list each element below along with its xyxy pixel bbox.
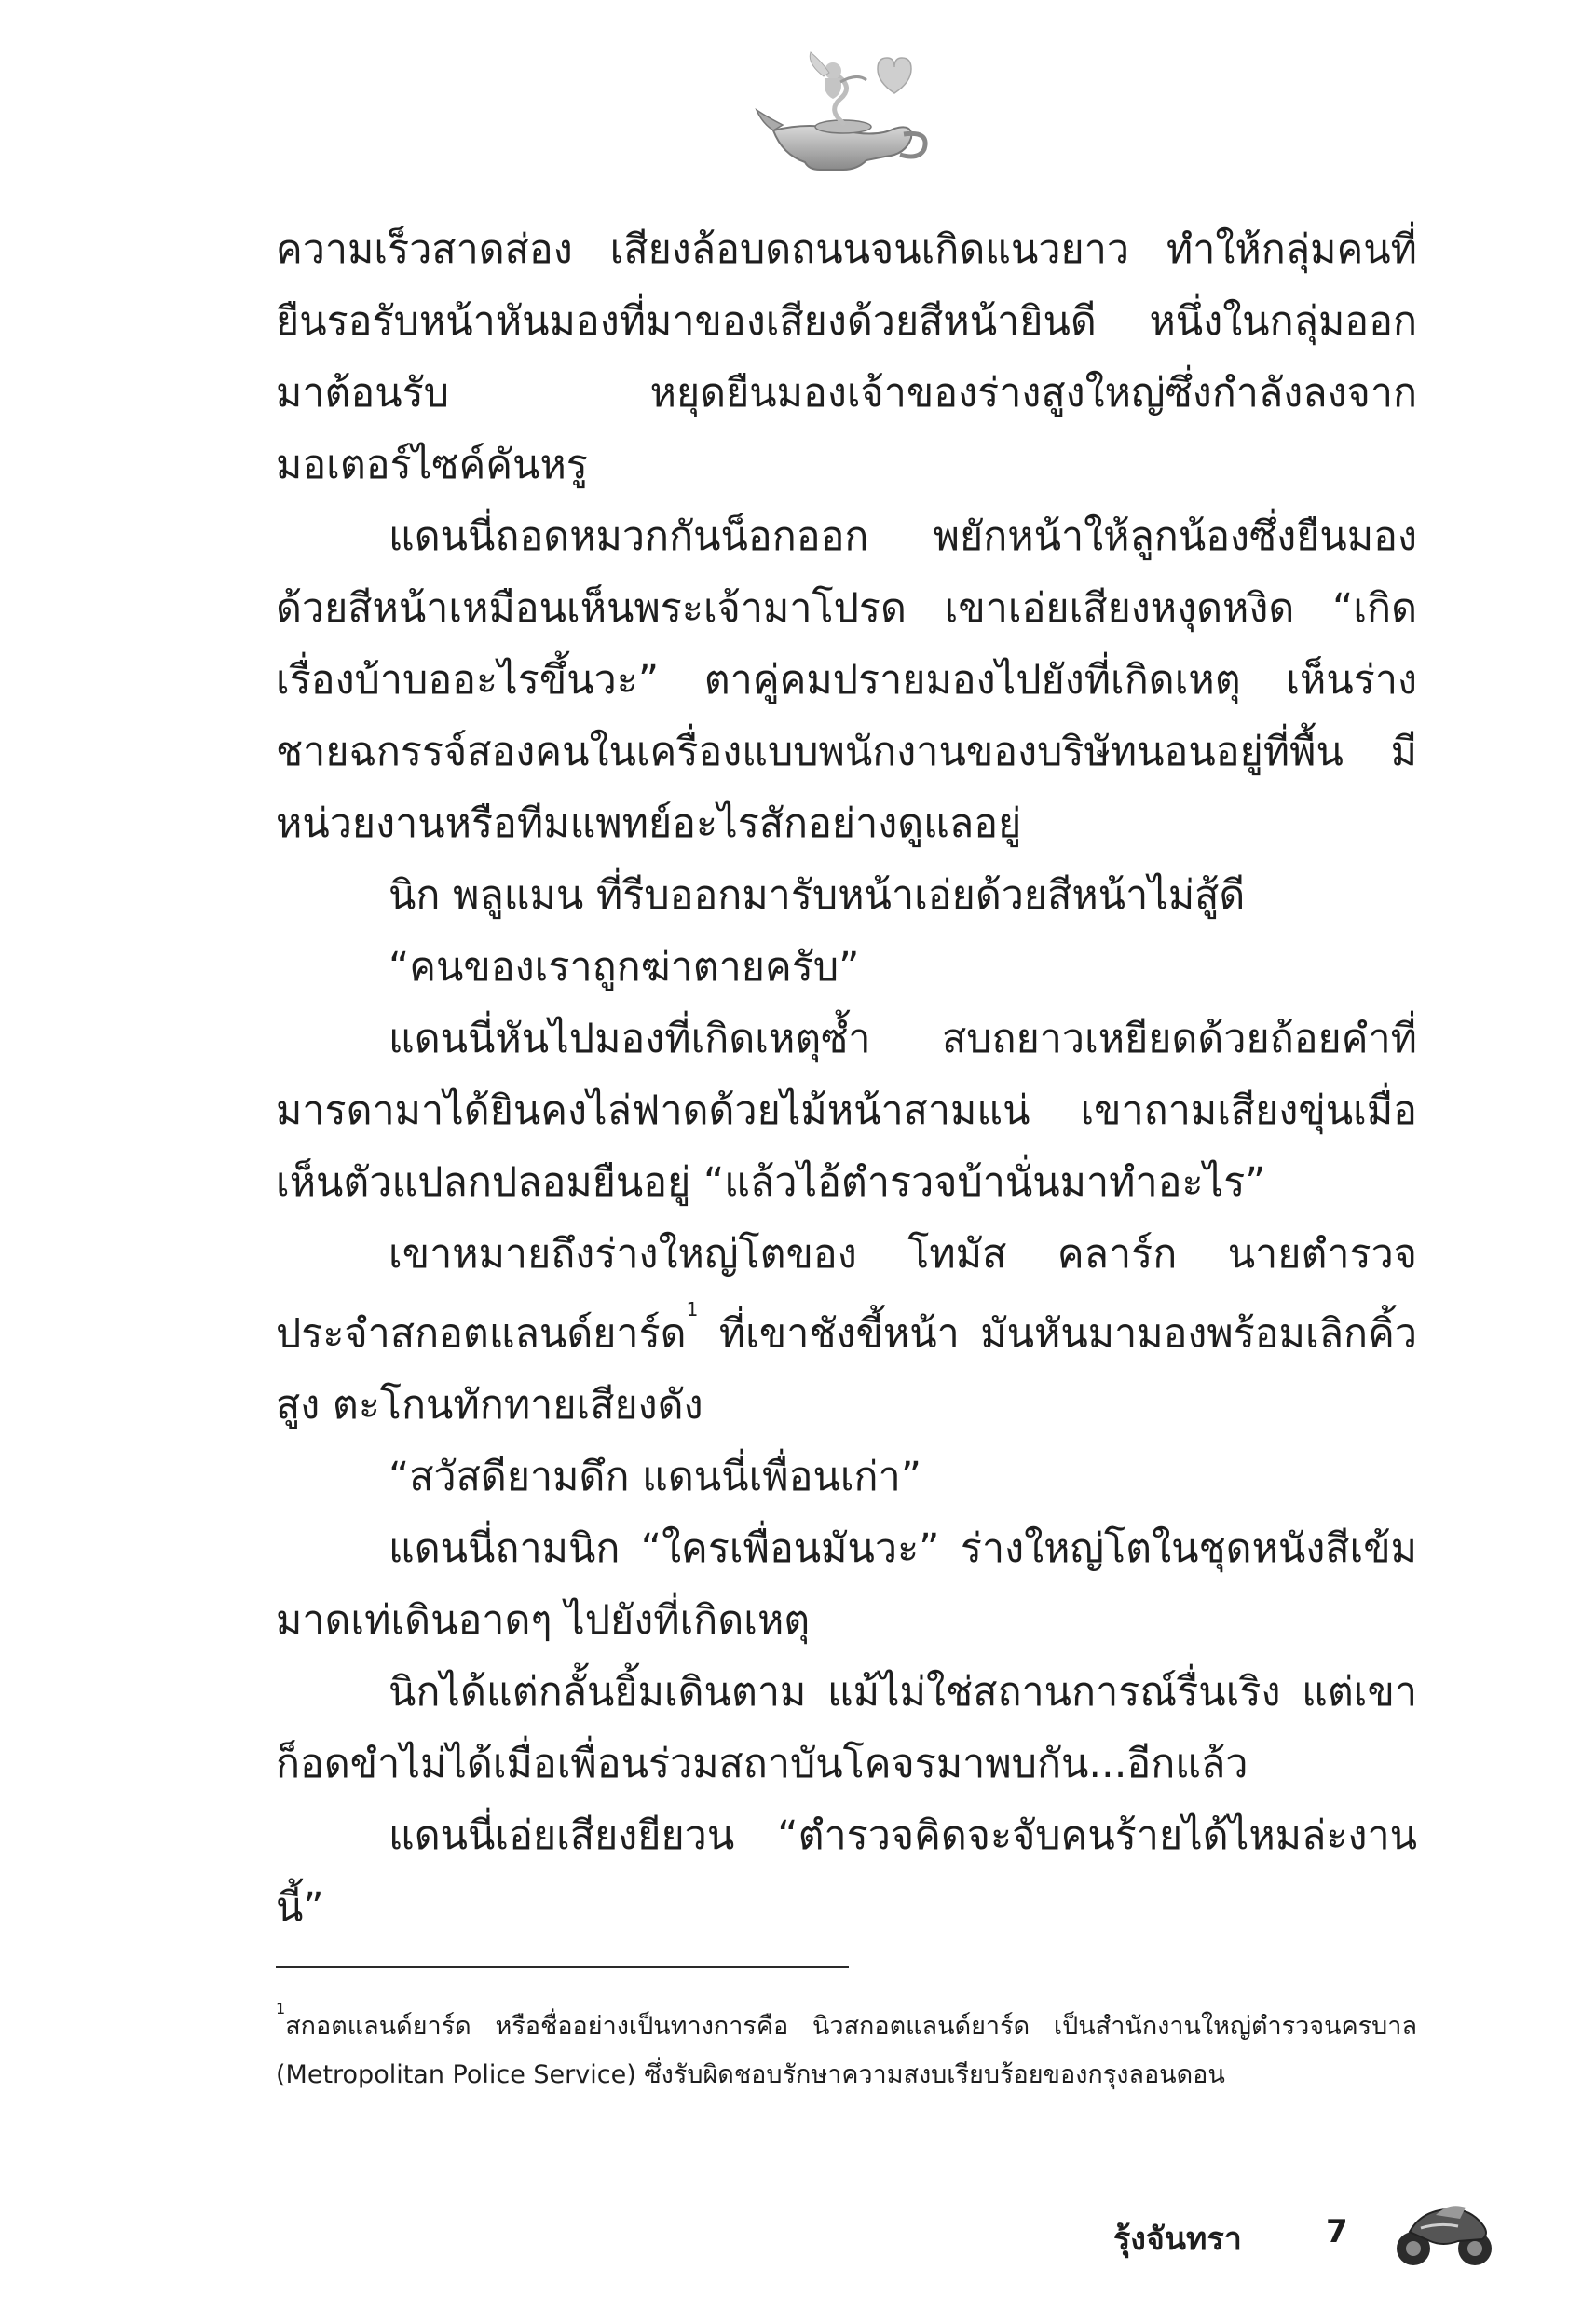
paragraph-1: [276, 214, 1417, 501]
paragraph-3: [276, 860, 1417, 932]
footnote-reference[interactable]: 1: [686, 1298, 699, 1320]
paragraph-1-text: ความเร็วสาดส่อง เสียงล้อบดถนนจนเกิดแนวยาว ทำให้กลุ่มคนที่ยืนรอรับหน้าหันมองที่มาของเสียงด้วยสีหน้ายินดี หนึ่งในกลุ่มออกมาต้อนรับ หยุดยืนมองเจ้าของร่างสูงใหญ่ซึ่งกำลังลงจากมอเตอร์ไซค์คันหรู: [276, 226, 1417, 488]
paragraph-6: [276, 1219, 1417, 1442]
motorcycle-icon: [1393, 2195, 1495, 2271]
paragraph-7-text: “สวัสดียามดึก แดนนี่เพื่อนเก่า”: [389, 1454, 921, 1501]
footer-book-title: รุ้งจันทรา: [1113, 2221, 1242, 2258]
paragraph-2: [276, 501, 1417, 860]
paragraph-10-text: แดนนี่เอ่ยเสียงยียวน “ตำรวจคิดจะจับคนร้ายได้ไหมล่ะงานนี้”: [276, 1812, 1417, 1932]
paragraph-3-text: นิก พลูแมน ที่รีบออกมารับหน้าเอ่ยด้วยสีหน้าไม่สู้ดี: [389, 872, 1246, 919]
paragraph-4: [276, 932, 1417, 1004]
page-number: 7: [1326, 2213, 1348, 2250]
paragraph-7: [276, 1442, 1417, 1513]
footnote-marker: 1: [276, 2000, 286, 2017]
body-text: [276, 214, 1417, 1944]
paragraph-9: [276, 1657, 1417, 1800]
footnote-divider: [276, 1966, 849, 1968]
paragraph-10: [276, 1800, 1417, 1944]
paragraph-2-text: แดนนี่ถอดหมวกกันน็อกออก พยักหน้าให้ลูกน้องซึ่งยืนมองด้วยสีหน้าเหมือนเห็นพระเจ้ามาโปรด เขาเอ่ยเสียงหงุดหงิด “เกิดเรื่องบ้าบออะไรขึ้นวะ” ตาคู่คมปรายมองไปยังที่เกิดเหตุ เห็นร่างชายฉกรรจ์สองคนในเครื่องแบบพนักงานของบริษัทนอนอยู่ที่พื้น มีหน่วยงานหรือทีมแพทย์อะไรสักอย่างดูแลอยู่: [276, 513, 1417, 847]
paragraph-6-text-a: เขาหมายถึงร่างใหญ่โตของ โทมัส คลาร์ก นายตำรวจประจำสกอตแลนด์ยาร์ด: [276, 1231, 1417, 1358]
paragraph-5-text: แดนนี่หันไปมองที่เกิดเหตุซ้ำ สบถยาวเหยียดด้วยถ้อยคำที่มารดามาได้ยินคงไล่ฟาดด้วยไม้หน้าสามแน่ เขาถามเสียงขุ่นเมื่อเห็นตัวแปลกปลอมยืนอยู่ “แล้วไอ้ตำรวจบ้านั่นมาทำอะไร”: [276, 1016, 1417, 1206]
paragraph-8-text: แดนนี่ถามนิก “ใครเพื่อนมันวะ” ร่างใหญ่โตในชุดหนังสีเข้มมาดเท่เดินอาดๆ ไปยังที่เกิดเหตุ: [276, 1525, 1417, 1645]
paragraph-8: [276, 1513, 1417, 1657]
page-footer: [1113, 2195, 1495, 2278]
footnote: [276, 1996, 1417, 2099]
paragraph-4-text: “คนของเราถูกฆ่าตายครับ”: [389, 944, 860, 991]
footnote-text: สกอตแลนด์ยาร์ด หรือชื่ออย่างเป็นทางการคือ นิวสกอตแลนด์ยาร์ด เป็นสำนักงานใหญ่ตำรวจนครบาล (Metropolitan Police Service) ซึ่งรับผิดชอบรักษาความสงบเรียบร้อยของกรุงลอนดอน: [276, 2012, 1417, 2089]
paragraph-5: [276, 1004, 1417, 1219]
paragraph-6-text-b: ที่เขาชังขี้หน้า มันหันมามองพร้อมเลิกคิ้วสูง ตะโกนทักทายเสียงดัง: [276, 1310, 1417, 1429]
cupid-genie-lamp-ornament-icon: [755, 45, 932, 175]
paragraph-9-text: นิกได้แต่กลั้นยิ้มเดินตาม แม้ไม่ใช่สถานการณ์รื่นเริง แต่เขาก็อดขำไม่ได้เมื่อเพื่อนร่วมสถาบันโคจรมาพบกัน...อีกแล้ว: [276, 1669, 1417, 1788]
